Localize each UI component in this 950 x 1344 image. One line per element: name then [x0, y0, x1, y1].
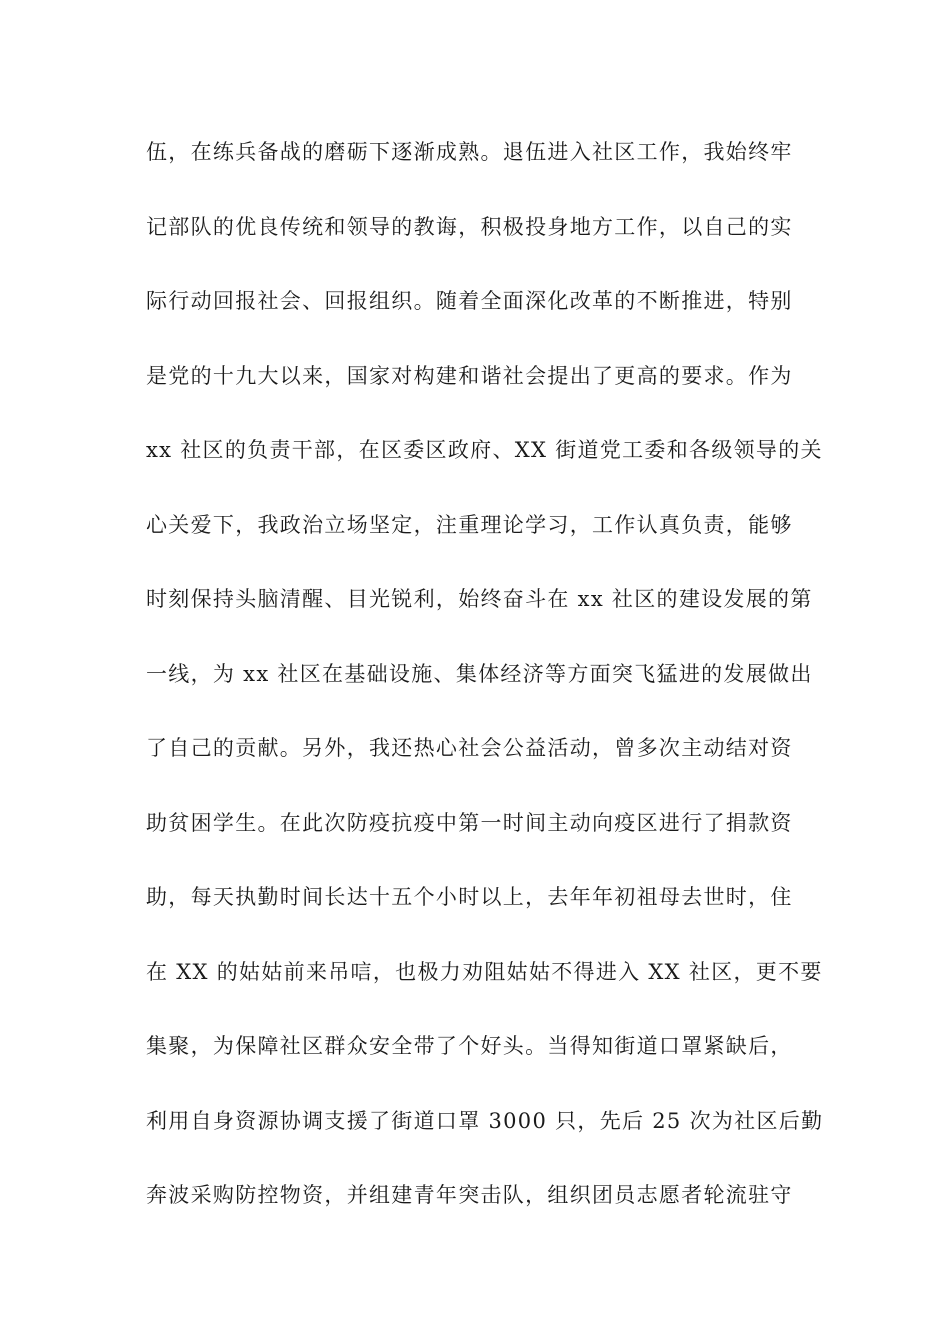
text-line: 心关爱下，我政治立场坚定，注重理论学习，工作认真负责，能够 — [146, 512, 793, 537]
text-line: xx 社区的负责干部，在区委区政府、XX 街道党工委和各级领导的关 — [146, 438, 823, 462]
text-line: 奔波采购防控物资，并组建青年突击队，组织团员志愿者轮流驻守 — [146, 1183, 793, 1207]
text-line: 时刻保持头脑清醒、目光锐利，始终奋斗在 xx 社区的建设发展的第 — [146, 587, 813, 611]
text-line: 助贫困学生。在此次防疫抗疫中第一时间主动向疫区进行了捐款资 — [146, 810, 793, 835]
text-line: 一线，为 xx 社区在基础设施、集体经济等方面突飞猛进的发展做出 — [146, 661, 813, 686]
body-paragraph — [146, 132, 824, 1250]
text-line: 伍，在练兵备战的磨砺下逐渐成熟。退伍进入社区工作，我始终牢 — [146, 140, 793, 164]
text-line: 在 XX 的姑姑前来吊唁，也极力劝阻姑姑不得进入 XX 社区，更不要 — [146, 959, 823, 984]
text-line: 集聚，为保障社区群众安全带了个好头。当得知街道口罩紧缺后， — [146, 1034, 793, 1058]
text-line: 助，每天执勤时间长达十五个小时以上，去年年初祖母去世时，住 — [146, 885, 793, 909]
text-line: 是党的十九大以来，国家对构建和谐社会提出了更高的要求。作为 — [146, 363, 793, 388]
text-line: 利用自身资源协调支援了街道口罩 3000 只，先后 25 次为社区后勤 — [146, 1108, 824, 1133]
text-line: 际行动回报社会、回报组织。随着全面深化改革的不断推进，特别 — [146, 289, 793, 313]
text-line: 记部队的优良传统和领导的教诲，积极投身地方工作，以自己的实 — [146, 214, 793, 239]
text-line: 了自己的贡献。另外，我还热心社会公益活动，曾多次主动结对资 — [146, 736, 793, 760]
